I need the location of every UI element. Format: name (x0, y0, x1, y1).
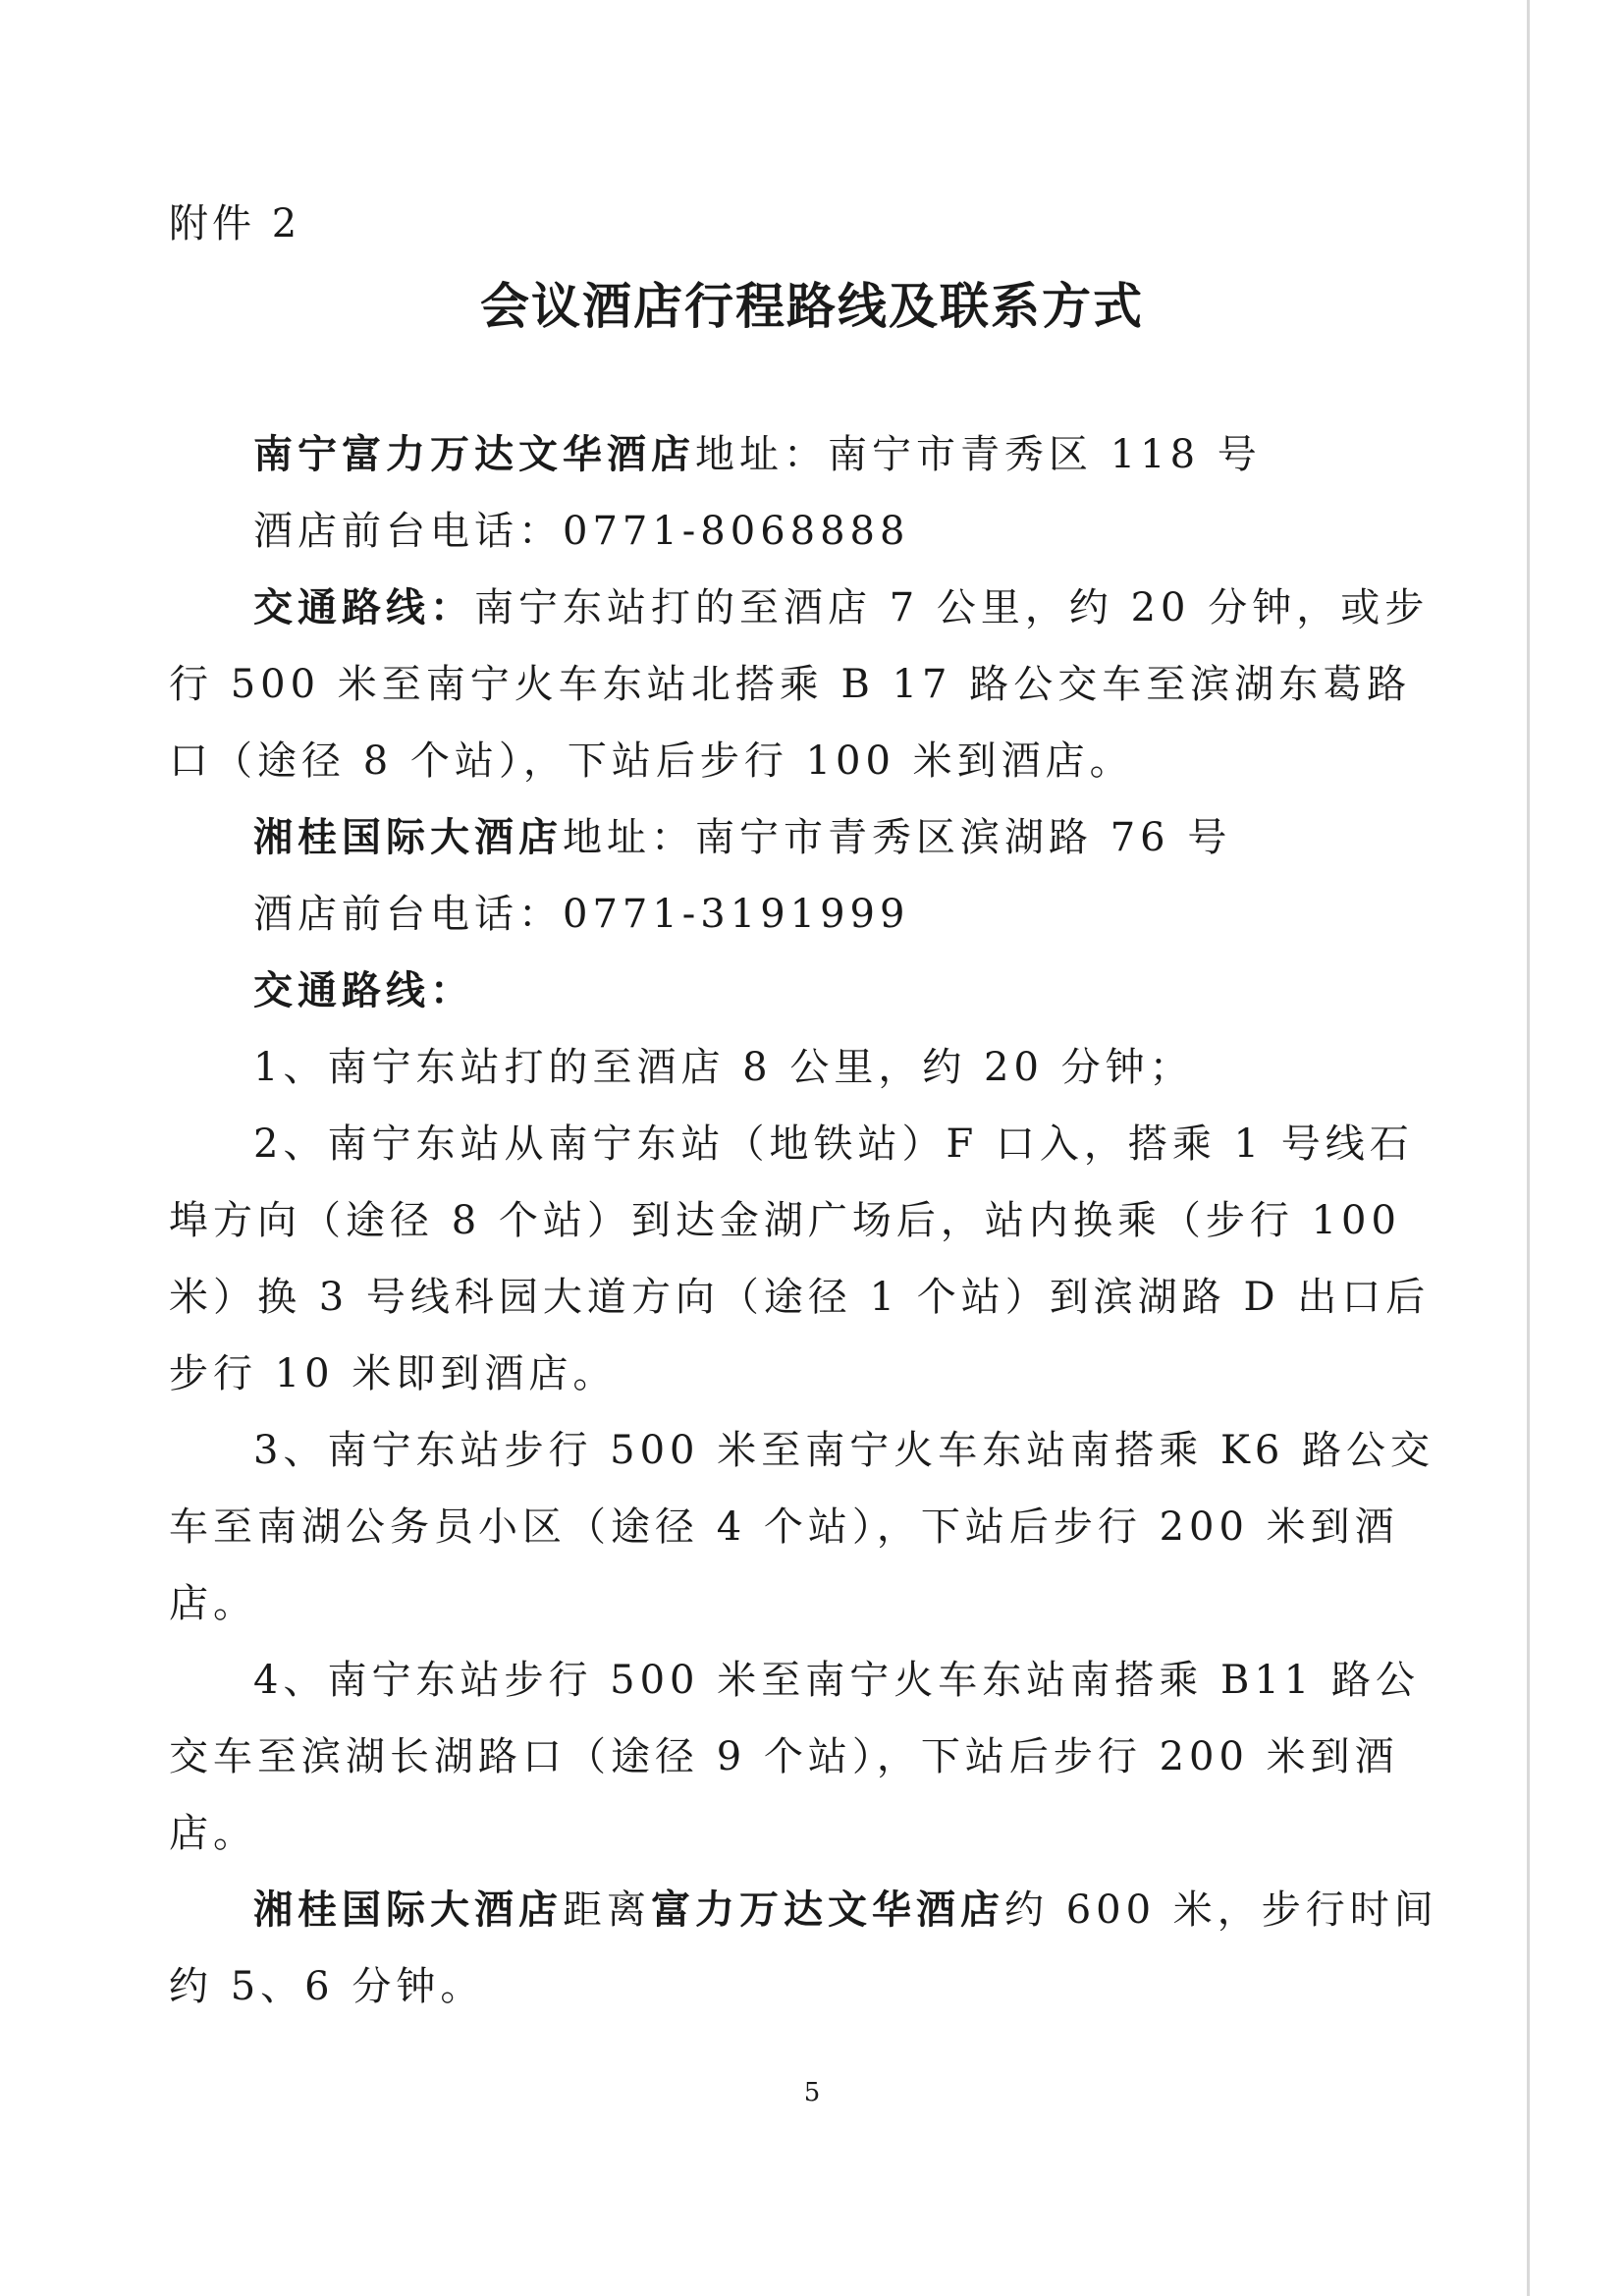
hotel1-phone: 酒店前台电话：0771-8068888 (253, 509, 910, 554)
distance-hotel-b: 富力万达文华酒店 (651, 1886, 1004, 1933)
hotel2-route-item: 1、南宁东站打的至酒店 8 公里，约 20 分钟； (253, 1045, 1194, 1090)
hotel1-route-label: 交通路线： (253, 584, 474, 630)
hotel2-route-item: 2、南宁东站从南宁东站（地铁站）F 口入，搭乘 1 号线石埠方向（途径 8 个站）到达金湖广场后，站内换乘（步行 100 米）换 3 号线科园大道方向（途径 1 个站）到滨湖路 D 出口后步行 10 米即到酒店。 (169, 1121, 1431, 1396)
hotel2-route-label-line (169, 953, 1455, 1029)
hotel2-phone: 酒店前台电话：0771-3191999 (253, 892, 910, 937)
distance-text-b: 约 600 米，步行时间约 5、6 分钟。 (169, 1887, 1438, 2009)
distance-text-a: 距离 (563, 1887, 651, 1933)
distance-hotel-a: 湘桂国际大酒店 (253, 1886, 563, 1933)
hotel1-address-line (169, 416, 1455, 493)
distance-line (169, 1872, 1455, 2025)
hotel1-route (169, 570, 1455, 799)
hotel1-address: 地址：南宁市青秀区 118 号 (695, 432, 1262, 477)
hotel2-route-item: 4、南宁东站步行 500 米至南宁火车东站南搭乘 B11 路公交车至滨湖长湖路口（途径 9 个站），下站后步行 200 米到酒店。 (169, 1658, 1420, 1856)
hotel2-route-label: 交通路线： (253, 967, 474, 1013)
hotel1-route-text: 南宁东站打的至酒店 7 公里，约 20 分钟，或步行 500 米至南宁火车东站北搭乘 B 17 路公交车至滨湖东葛路口（途径 8 个站），下站后步行 100 米到酒店。 (169, 585, 1430, 784)
attachment-label: 附件 2 (169, 201, 301, 246)
hotel1-name: 南宁富力万达文华酒店 (253, 431, 695, 477)
hotel2-address-line (169, 799, 1455, 876)
hotel2-name: 湘桂国际大酒店 (253, 814, 563, 860)
page-edge-line (1527, 0, 1530, 2296)
document-body (169, 416, 1455, 2025)
hotel2-address: 地址：南宁市青秀区滨湖路 76 号 (563, 815, 1232, 860)
hotel2-route-item: 3、南宁东站步行 500 米至南宁火车东站南搭乘 K6 路公交车至南湖公务员小区（途径 4 个站），下站后步行 200 米到酒店。 (169, 1428, 1435, 1626)
page-number: 5 (803, 2078, 821, 2107)
document-title: 会议酒店行程路线及联系方式 (480, 277, 1144, 335)
